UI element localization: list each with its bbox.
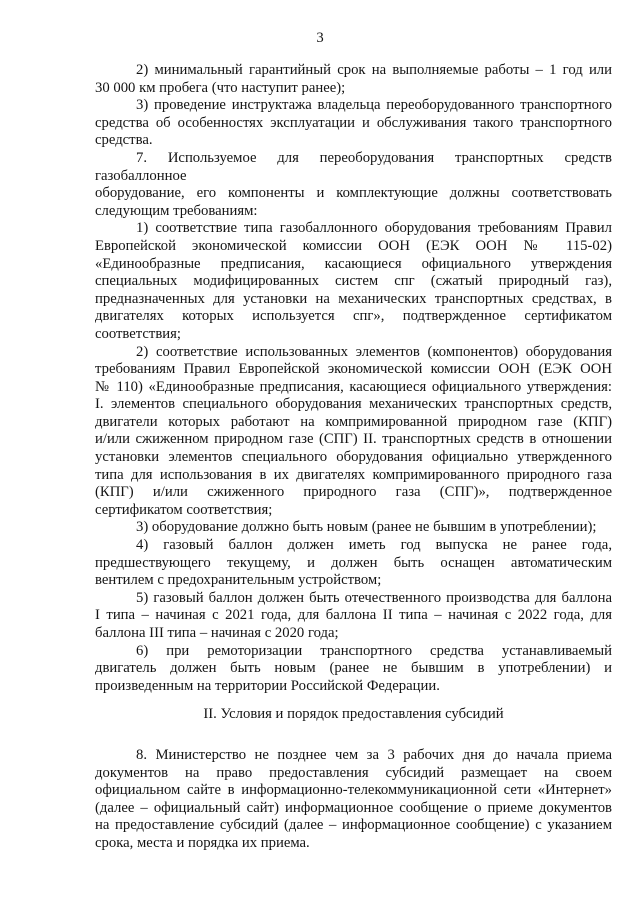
paragraph-line: 4) газовый баллон должен иметь год выпуска не ранее года, [136, 537, 612, 554]
paragraph-line: предшествующего текущему, и должен быть оснащен автоматическим [95, 554, 612, 571]
paragraph-line: Европейской экономической комиссии ООН (ЕЭК ООН № 115-02) [95, 237, 612, 254]
paragraph-line: следующим требованиям: [95, 202, 258, 219]
paragraph-line: двигателях которых используется спг», подтвержденное сертификатом [95, 308, 612, 325]
paragraph-line: 3) проведение инструктажа владельца переоборудованного транспортного [136, 97, 612, 114]
section-paragraphs [95, 747, 612, 853]
paragraph [95, 747, 612, 853]
paragraph-line: типа для использования в их двигателях компримированного природного газа [95, 466, 612, 483]
paragraph [95, 150, 612, 220]
page-number: 3 [316, 30, 324, 46]
paragraph-line: и/или сжиженном природном газе (СПГ) II. транспортных средств в отношении [95, 431, 612, 448]
paragraph-line: 8. Министерство не позднее чем за 3 рабочих дня до начала приема [136, 746, 612, 763]
paragraph-line: «Единообразные предписания, касающиеся официального утверждения [95, 255, 612, 272]
paragraph-line: 7. Используемое для переоборудования транспортных средств газобаллонное [95, 149, 612, 184]
paragraph-line: срока, места и порядка их приема. [95, 834, 310, 851]
paragraph-line: (КПГ) и/или сжиженного природного газа (СПГ)», подтвержденное [95, 484, 612, 501]
paragraph-line: (далее – официальный сайт) информационное сообщение о приеме документов [95, 799, 612, 816]
paragraph-line: 6) при ремоторизации транспортного средства устанавливаемый [136, 642, 612, 659]
paragraph-line: 3) оборудование должно быть новым (ранее не бывшим в употреблении); [136, 519, 597, 536]
paragraph-line: 5) газовый баллон должен быть отечественного производства для баллона [136, 589, 612, 606]
paragraph-line: 2) минимальный гарантийный срок на выполняемые работы – 1 год или [136, 62, 612, 78]
paragraph-line: специальных модифицированных систем спг (сжатый природный газ), [95, 273, 612, 290]
paragraph-line: сертификатом соответствия; [95, 501, 273, 518]
paragraph-line: I. элементов специального оборудования механических транспортных средств, [95, 396, 612, 413]
body-paragraphs [95, 62, 612, 695]
paragraph-line: средства об особенностях эксплуатации и обслуживания такого транспортного [95, 114, 612, 131]
paragraph [95, 590, 612, 643]
section-heading: II. Условия и порядок предоставления субсидий [203, 705, 504, 722]
paragraph-line: 1) соответствие типа газобаллонного оборудования требованиям Правил [136, 220, 612, 237]
paragraph-line: двигатель должен быть новым (ранее не бывшим в употреблении) и [95, 660, 612, 677]
paragraph [95, 344, 612, 520]
paragraph-line: требованиям Правил Европейской экономической комиссии ООН (ЕЭК ООН [95, 361, 612, 378]
paragraph-line: на предоставление субсидий (далее – информационное сообщение) с указанием [95, 817, 612, 834]
paragraph-line: официальном сайте в информационно-телекоммуникационной сети «Интернет» [95, 782, 612, 799]
paragraph [95, 519, 612, 537]
paragraph [95, 220, 612, 343]
paragraph-line: средства. [95, 132, 153, 149]
paragraph-line: двигатели которых работают на компримированной природном газе (КПГ) [95, 413, 612, 430]
paragraph [95, 62, 612, 97]
paragraph-line: соответствия; [95, 325, 181, 342]
paragraph-line: 30 000 км пробега (что наступит ранее); [95, 79, 346, 96]
paragraph [95, 97, 612, 150]
paragraph-line: документов на право предоставления субсидий размещает на своем [95, 764, 612, 781]
paragraph-line: предназначенных для установки на механических транспортных средствах, в [95, 290, 612, 307]
paragraph [95, 643, 612, 696]
paragraph-line: установки элементов специального оборудования официально утвержденного [95, 449, 612, 466]
paragraph-line: № 110) «Единообразные предписания, касающиеся официального утверждения: [95, 378, 612, 395]
paragraph-line: произведенным на территории Российской Федерации. [95, 677, 440, 694]
document-body [95, 62, 612, 853]
paragraph-line: 2) соответствие использованных элементов (компонентов) оборудования [136, 343, 612, 360]
paragraph-line: оборудование, его компоненты и комплектующие должны соответствовать [95, 185, 612, 202]
paragraph-line: вентилем с предохранительным устройством; [95, 572, 382, 589]
paragraph-line: I типа – начиная с 2021 года, для баллона II типа – начиная с 2022 года, для [95, 607, 612, 624]
paragraph [95, 537, 612, 590]
paragraph-line: баллона III типа – начиная с 2020 года; [95, 625, 339, 641]
